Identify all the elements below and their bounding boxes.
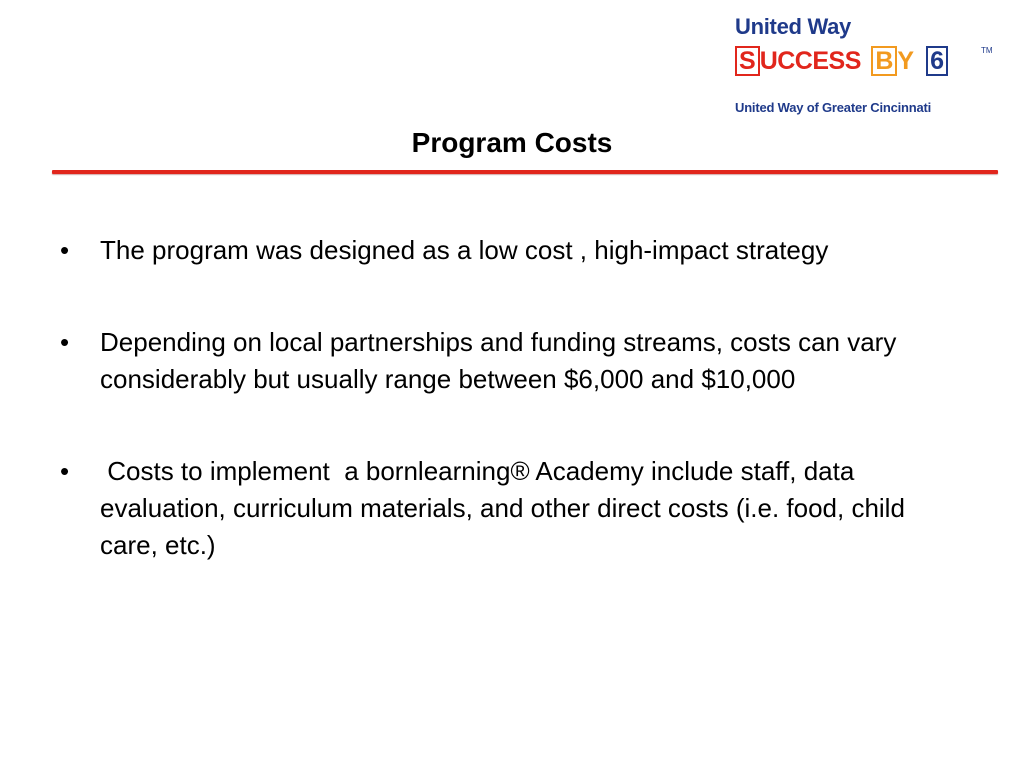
logo-b-box: B	[871, 46, 897, 76]
slide-title: Program Costs	[411, 127, 613, 158]
logo-cincinnati-text: United Way of Greater Cincinnati	[735, 100, 932, 115]
bullet-text: Depending on local partnerships and funding streams, costs can vary considerably but usually range between $6,000 and $10,000	[100, 327, 897, 394]
logo-trademark: TM	[981, 46, 993, 55]
bullet-item	[60, 324, 960, 398]
logo-y-text: Y	[897, 47, 914, 75]
bullet-marker: •	[60, 235, 70, 265]
logo-success-by-6	[735, 46, 995, 78]
bullet-marker: •	[60, 456, 70, 486]
bullet-marker: •	[60, 327, 70, 357]
bullet-text: Costs to implement a bornlearning® Academy include staff, data evaluation, curriculum materials, and other direct costs (i.e. food, child care, etc.)	[100, 456, 913, 560]
logo-success-text: UCCESS	[759, 47, 861, 75]
bullet-text: The program was designed as a low cost , high-impact strategy	[100, 235, 829, 265]
bullet-item	[60, 453, 960, 564]
title-divider	[52, 170, 998, 174]
logo-six-box: 6	[926, 46, 948, 76]
logo-united-way-text: United Way	[735, 14, 851, 39]
logo-s-box: S	[735, 46, 760, 76]
bullet-list	[60, 232, 960, 619]
bullet-item	[60, 232, 960, 269]
united-way-success-by-6-logo	[735, 14, 995, 115]
